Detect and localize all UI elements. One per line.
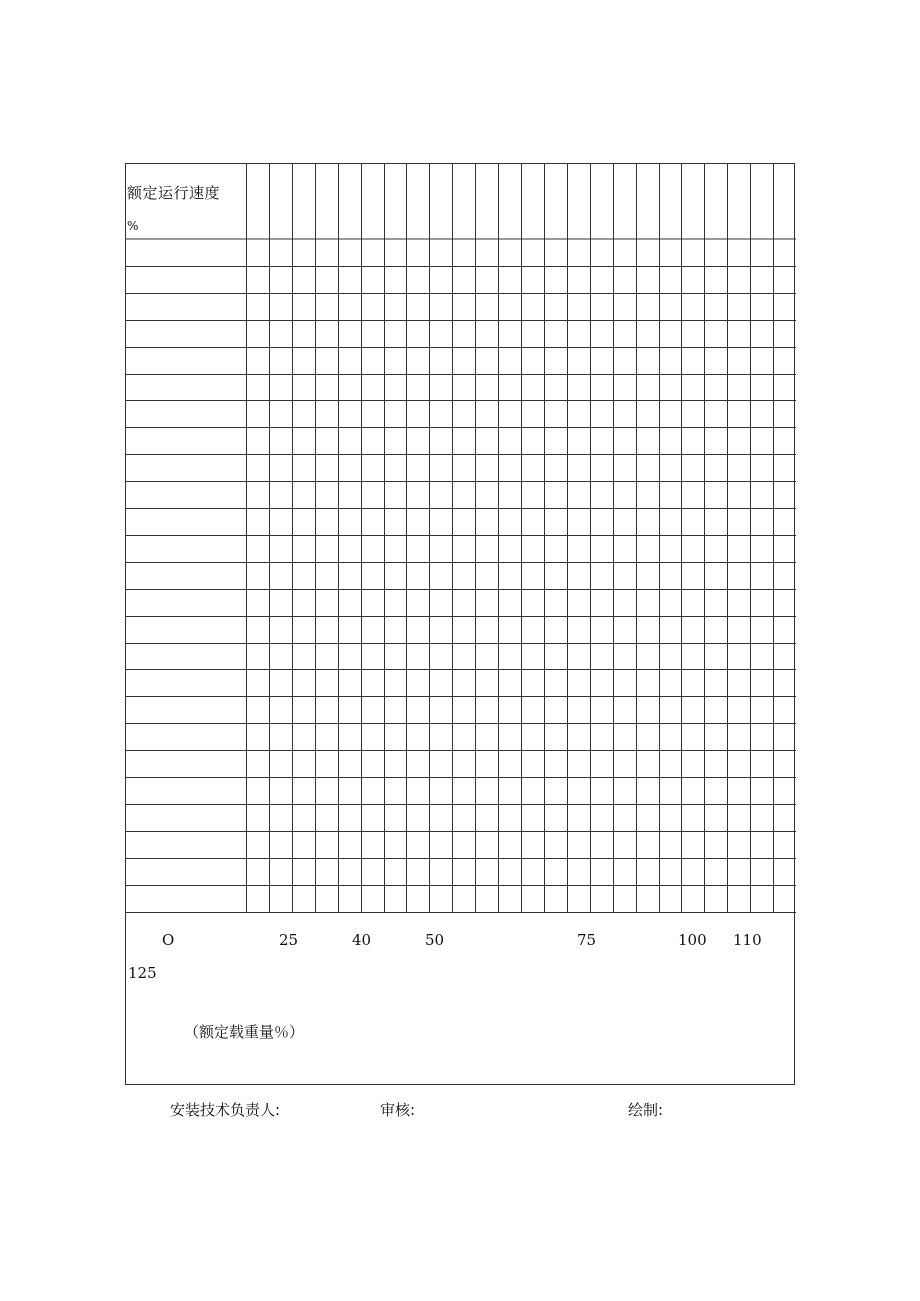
x-tick-label: 75 — [577, 931, 597, 949]
y-axis-label: 额定运行速度 — [127, 184, 221, 202]
reviewer-signature-label: 审核: — [380, 1101, 416, 1119]
load-speed-chart-table — [125, 163, 795, 1085]
installer-signature-label: 安装技术负责人: — [170, 1101, 281, 1119]
x-axis-caption: （额定载重量％） — [184, 1023, 305, 1041]
x-tick-label: 40 — [352, 931, 372, 949]
y-axis-unit: % — [127, 219, 139, 233]
x-tick-label: 50 — [425, 931, 445, 949]
x-tick-label: 25 — [279, 931, 299, 949]
drafter-signature-label: 绘制: — [628, 1101, 664, 1119]
x-tick-label: 110 — [733, 931, 762, 949]
x-tick-label: O — [162, 931, 175, 949]
x-tick-label: 125 — [128, 964, 157, 982]
x-tick-label: 100 — [678, 931, 707, 949]
